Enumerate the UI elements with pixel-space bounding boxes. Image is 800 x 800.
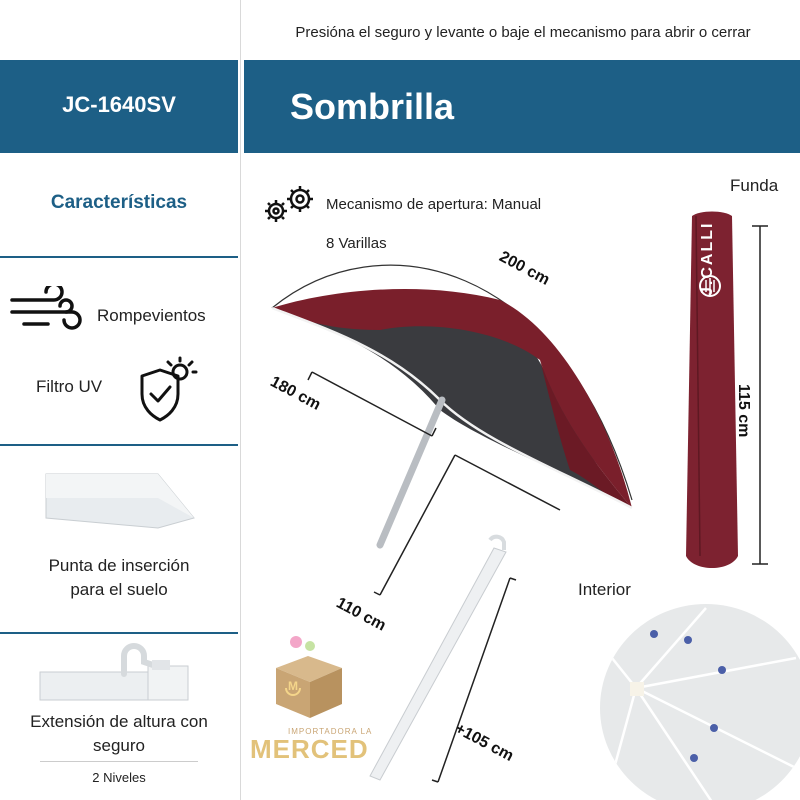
box-logo-icon xyxy=(266,632,350,722)
divider xyxy=(0,256,238,258)
extension-measure: +105 cm xyxy=(451,720,517,765)
levels-label: 2 Niveles xyxy=(92,770,146,785)
column-divider xyxy=(240,0,241,800)
uv-shield-icon xyxy=(136,354,204,424)
model-code: JC-1640SV xyxy=(62,92,176,117)
page-title: Sombrilla xyxy=(290,86,455,127)
interior-image xyxy=(596,598,800,800)
extension-label-1: Extensión de altura con xyxy=(30,712,208,731)
ground-spike-image xyxy=(38,470,198,532)
divider xyxy=(0,444,238,446)
instruction-text: Presióna el seguro y levante o baje el mecanismo para abrir o cerrar xyxy=(295,24,751,41)
divider xyxy=(0,632,238,634)
cover-measure: 115 cm xyxy=(735,384,752,438)
pole-measure: 110 cm xyxy=(333,594,389,635)
arc-measure: 200 cm xyxy=(496,248,553,289)
cover-label: Funda xyxy=(730,176,779,195)
spike-label-2: para el suelo xyxy=(70,580,168,599)
height-extension-image xyxy=(38,640,198,706)
spike-label-1: Punta de inserción xyxy=(48,556,190,575)
interior-label: Interior xyxy=(578,580,631,599)
cover-brand: J.CALLI xyxy=(699,221,716,296)
extension-label-2: seguro xyxy=(93,736,145,755)
svg-text:M: M xyxy=(288,679,298,693)
logo-top-text: IMPORTADORA LA xyxy=(288,727,373,736)
ribs-label: 8 Varillas xyxy=(326,235,387,252)
divider xyxy=(40,761,198,762)
mechanism-label: Mecanismo de apertura: Manual xyxy=(326,196,542,213)
logo-brand: MERCED xyxy=(250,734,369,764)
radius-measure: 180 cm xyxy=(267,373,324,414)
wind-icon xyxy=(10,286,86,334)
features-title: Características xyxy=(50,192,188,213)
gears-icon xyxy=(262,183,318,225)
wind-label: Rompevientos xyxy=(97,306,206,325)
uv-label: Filtro UV xyxy=(36,377,103,396)
